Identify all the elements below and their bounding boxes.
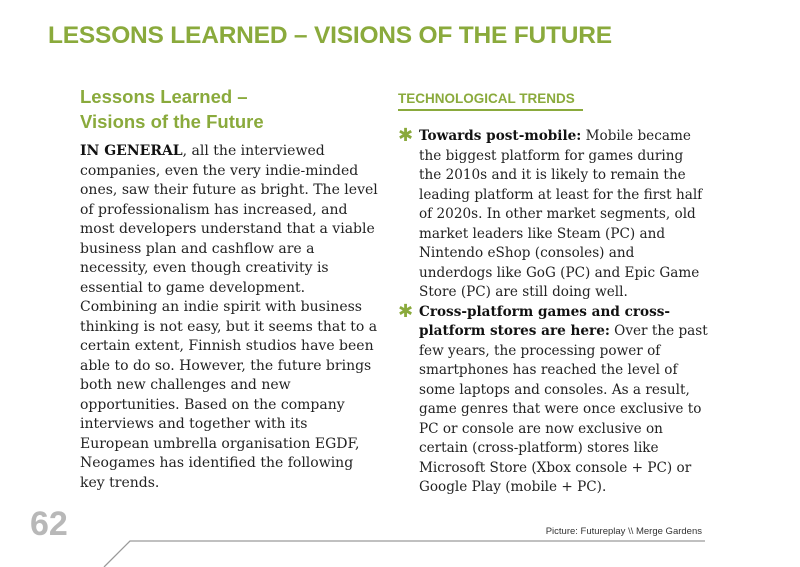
trend-text <box>419 303 708 498</box>
picture-caption: Picture: Futureplay \\ Merge Gardens <box>545 526 702 537</box>
intro-paragraph <box>80 142 380 493</box>
main-article <box>80 84 380 493</box>
trend-list <box>398 127 708 498</box>
page-number: 62 <box>30 505 68 543</box>
footer-rule-line <box>104 541 705 567</box>
paragraph-body: , all the interviewed companies, even the very indie-minded ones, saw their future as bright. The level of professionalism has increased, and most developers understand that a viable business plan and cashflow are a necessity, even though creativity is essential to game development. Combining an indie spirit with business thinking is not easy, but it seems that to a certain extent, Finnish studios have been able to do so. However, the future brings both new challenges and new opportunities. Based on the company interviews and together with its European umbrella organisation EGDF, Neogames has identified the following key trends. <box>80 143 378 491</box>
trend-description: Over the past few years, the processing power of smartphones has reached the level of some laptops and consoles. As a result, game genres that were once exclusive to PC or console are now exclusive on certain (cross-platform) stores like Microsoft Store (Xbox console + PC) or Google Play (mobile + PC). <box>419 323 708 495</box>
trends-column <box>398 88 708 498</box>
trend-item <box>398 300 708 498</box>
trend-description: Mobile became the biggest platform for games during the 2010s and it is likely to remain the leading platform at least for the first half of 2020s. In other market segments, old market leaders like Steam (PC) and Nintendo eShop (consoles) and underdogs like GoG (PC) and Epic Game Store (PC) are still doing well. <box>419 128 703 300</box>
trend-text <box>419 127 708 303</box>
asterisk-bullet-icon: ✱ <box>398 300 414 322</box>
running-title: LESSONS LEARNED – VISIONS OF THE FUTURE <box>48 22 612 49</box>
trend-heading: Cross-platform games and cross-platform stores are here: <box>419 303 671 339</box>
trend-item <box>398 127 708 303</box>
asterisk-bullet-icon: ✱ <box>398 125 414 146</box>
section-title-line-2: Visions of the Future <box>80 111 264 132</box>
footer-rule <box>0 538 800 567</box>
paragraph-lead: IN GENERAL <box>80 143 183 159</box>
section-title <box>80 84 380 134</box>
trend-heading: Towards post-mobile: <box>419 128 582 144</box>
section-title-line-1: Lessons Learned – <box>80 86 248 107</box>
trends-heading: TECHNOLOGICAL TRENDS <box>398 90 583 111</box>
